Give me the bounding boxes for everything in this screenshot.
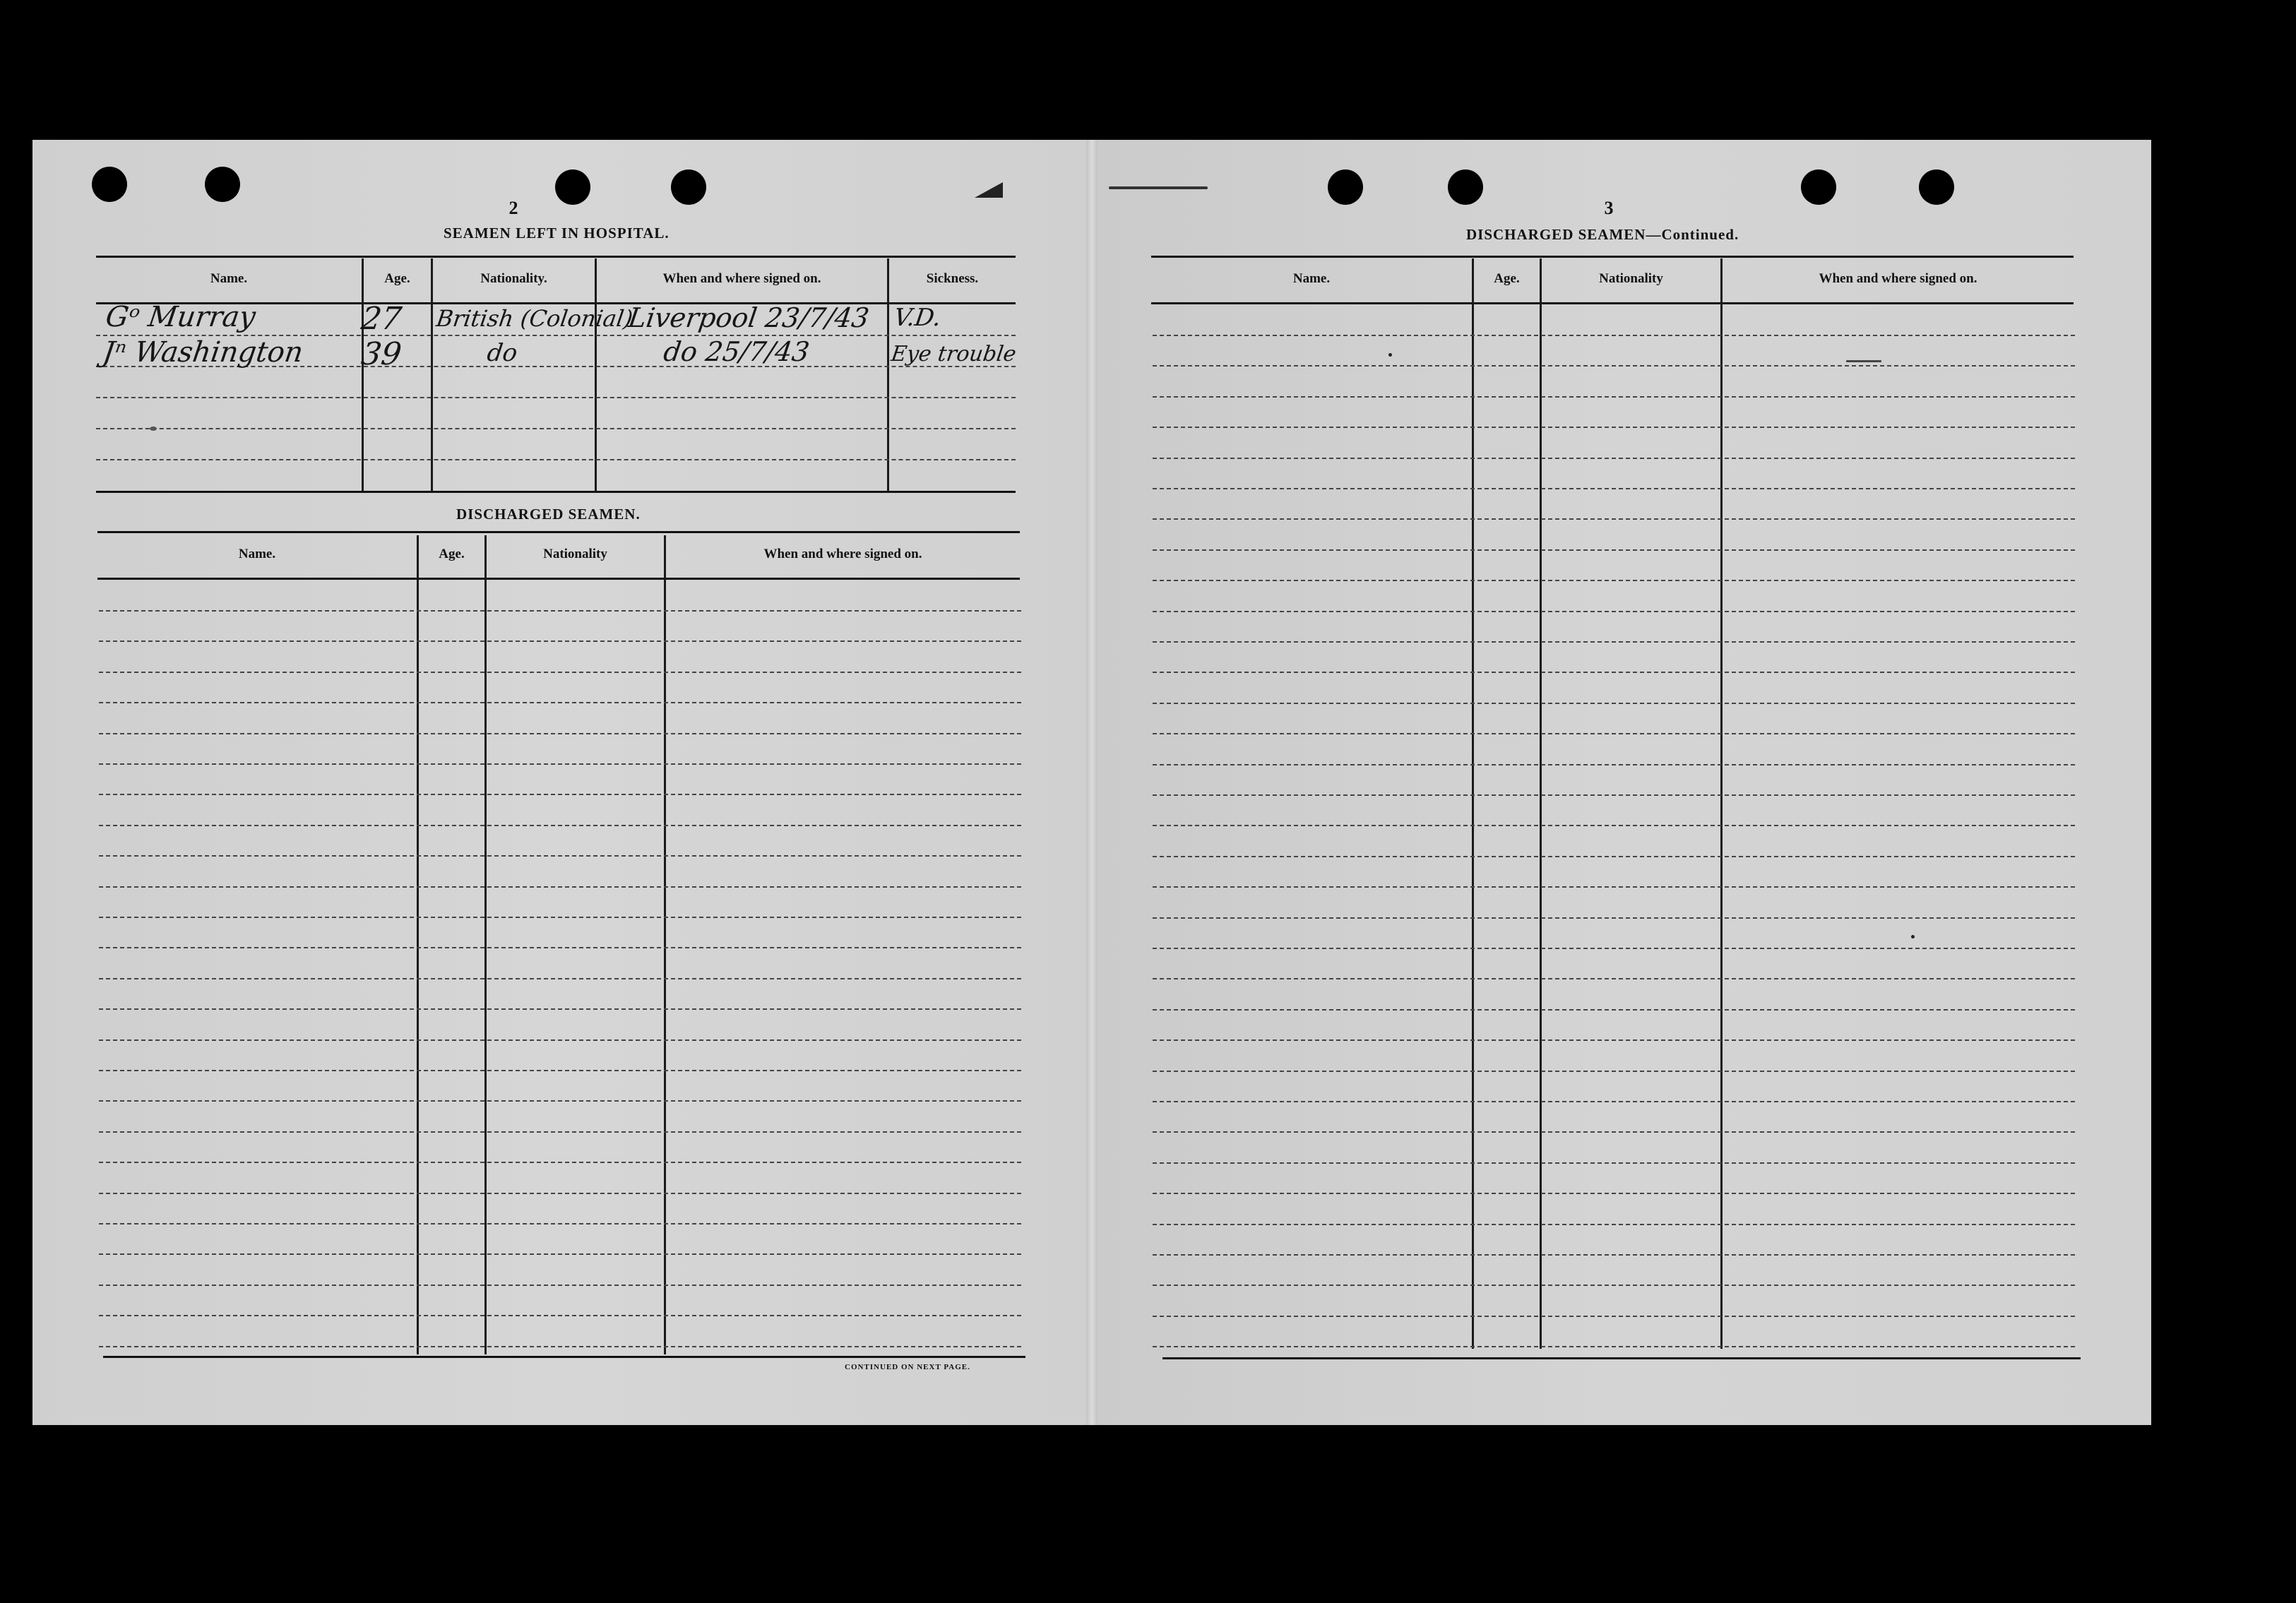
ruled-line — [99, 1193, 1021, 1194]
continued-note: CONTINUED ON NEXT PAGE. — [845, 1363, 970, 1371]
punch-hole — [1328, 169, 1363, 205]
col-header-sickness: Sickness. — [926, 271, 979, 286]
ruled-line — [99, 640, 1021, 642]
ruled-line — [1153, 365, 2075, 367]
col-header-age: Age. — [439, 547, 465, 561]
ruled-line — [99, 886, 1021, 888]
col-header-name: Name. — [1292, 271, 1331, 286]
ruled-line — [99, 1070, 1021, 1071]
ruled-line — [1153, 1039, 2075, 1041]
ruled-line — [1153, 794, 2075, 796]
ruled-line — [1153, 611, 2075, 612]
ruled-line — [1153, 948, 2075, 949]
ruled-line — [99, 1162, 1021, 1163]
ruled-line — [1153, 1346, 2075, 1347]
entry-age: 39 — [359, 336, 404, 372]
ink-speck — [1846, 360, 1881, 362]
ruled-line — [1153, 1162, 2075, 1164]
ruled-line — [99, 1253, 1021, 1255]
column-divider — [362, 258, 364, 491]
ruled-line — [1153, 641, 2075, 643]
ink-speck — [1911, 935, 1915, 938]
ink-speck — [150, 427, 157, 431]
ruled-line — [1153, 825, 2075, 826]
ruled-line — [1153, 549, 2075, 551]
ruled-line — [99, 1131, 1021, 1133]
ruled-line — [1153, 1009, 2075, 1011]
ruled-line — [1153, 1131, 2075, 1133]
ruled-line — [96, 459, 1016, 460]
ruled-line — [99, 855, 1021, 857]
ink-speck — [1388, 353, 1392, 357]
punch-hole — [1919, 169, 1954, 205]
col-header-age: Age. — [384, 271, 410, 286]
col-header-nationality: Nationality — [543, 547, 607, 561]
page-number: 3 — [1604, 198, 1614, 218]
ruled-line — [1153, 764, 2075, 765]
punch-hole — [205, 167, 240, 202]
continued-section-title: DISCHARGED SEAMEN—Continued. — [1466, 226, 1739, 243]
punch-hole — [555, 169, 590, 205]
ruled-line — [1153, 1254, 2075, 1256]
ruled-line — [99, 917, 1021, 918]
ruled-line — [99, 1008, 1021, 1010]
column-divider — [1540, 258, 1542, 1349]
ruled-line — [96, 428, 1016, 429]
punch-hole — [1801, 169, 1836, 205]
table-bottom-rule — [1162, 1357, 2081, 1359]
column-divider — [484, 535, 487, 1354]
ruled-line — [99, 763, 1021, 765]
ruled-line — [99, 610, 1021, 612]
page-number: 2 — [508, 198, 518, 218]
table-top-rule — [96, 256, 1016, 258]
punch-hole — [92, 167, 127, 202]
column-divider — [1720, 258, 1723, 1349]
hospital-section-title: SEAMEN LEFT IN HOSPITAL. — [444, 225, 670, 242]
column-divider — [1472, 258, 1474, 1349]
entry-signed-on: Liverpool 23/7/43 — [626, 302, 872, 333]
col-header-name: Name. — [238, 547, 276, 561]
entry-name: Jⁿ Washington — [100, 336, 306, 369]
ruled-line — [1153, 427, 2075, 428]
ruled-line — [99, 1039, 1021, 1041]
col-header-name: Name. — [210, 271, 248, 286]
ruled-line — [96, 397, 1016, 398]
col-header-nationality: Nationality. — [480, 271, 547, 286]
column-divider — [595, 258, 597, 491]
ruled-line — [1153, 1071, 2075, 1072]
ruled-line — [1153, 856, 2075, 857]
ruled-line — [1153, 1224, 2075, 1225]
table-top-rule — [1151, 256, 2074, 258]
ruled-line — [99, 1100, 1021, 1102]
table-bottom-rule — [96, 491, 1016, 493]
ruled-line — [1153, 886, 2075, 888]
discharged-section-title: DISCHARGED SEAMEN. — [456, 506, 641, 523]
entry-nationality: British (Colonial) — [434, 305, 635, 332]
col-header-nationality: Nationality — [1599, 271, 1663, 286]
ruled-line — [1153, 978, 2075, 979]
table-header-rule — [1151, 302, 2074, 304]
punch-hole — [1448, 169, 1483, 205]
entry-name: Gᵒ Murray — [103, 301, 258, 333]
column-divider — [664, 535, 666, 1354]
table-bottom-rule — [103, 1356, 1025, 1358]
ruled-line — [1153, 1316, 2075, 1317]
column-divider — [431, 258, 433, 491]
ruled-line — [1153, 580, 2075, 581]
column-divider — [887, 258, 889, 491]
entry-nationality: do — [485, 339, 520, 367]
ruled-line — [99, 947, 1021, 948]
ruled-line — [1153, 672, 2075, 673]
ruled-line — [99, 672, 1021, 673]
col-header-age: Age. — [1494, 271, 1520, 286]
ruled-line — [1153, 488, 2075, 489]
ruled-line — [1153, 917, 2075, 919]
col-header-signed-on: When and where signed on. — [662, 271, 821, 286]
ruled-line — [1153, 458, 2075, 459]
ruled-line — [99, 1315, 1021, 1316]
entry-signed-on: do 25/7/43 — [661, 336, 811, 367]
right-page — [1092, 140, 2151, 1425]
ink-speck — [1109, 186, 1208, 189]
ruled-line — [99, 825, 1021, 826]
table-top-rule — [97, 531, 1020, 533]
ruled-line — [99, 794, 1021, 795]
ruled-line — [99, 1223, 1021, 1224]
ruled-line — [99, 978, 1021, 979]
ruled-line — [1153, 518, 2075, 520]
ruled-line — [1153, 335, 2075, 336]
ruled-line — [99, 1346, 1021, 1347]
ruled-line — [1153, 1193, 2075, 1194]
ruled-line — [1153, 396, 2075, 398]
ruled-line — [99, 702, 1021, 703]
ruled-line — [1153, 733, 2075, 734]
table-header-rule — [97, 578, 1020, 580]
col-header-signed-on: When and where signed on. — [1819, 271, 1977, 286]
ruled-line — [99, 733, 1021, 734]
entry-age: 27 — [359, 301, 404, 337]
punch-hole — [671, 169, 706, 205]
entry-sickness: Eye trouble — [889, 342, 1018, 367]
col-header-signed-on: When and where signed on. — [763, 547, 922, 561]
column-divider — [417, 535, 419, 1354]
entry-sickness: V.D. — [892, 304, 944, 332]
page-fold — [1086, 140, 1098, 1425]
ruled-line — [1153, 1101, 2075, 1102]
ruled-line — [1153, 703, 2075, 704]
ruled-line — [99, 1285, 1021, 1286]
ruled-line — [1153, 1285, 2075, 1286]
